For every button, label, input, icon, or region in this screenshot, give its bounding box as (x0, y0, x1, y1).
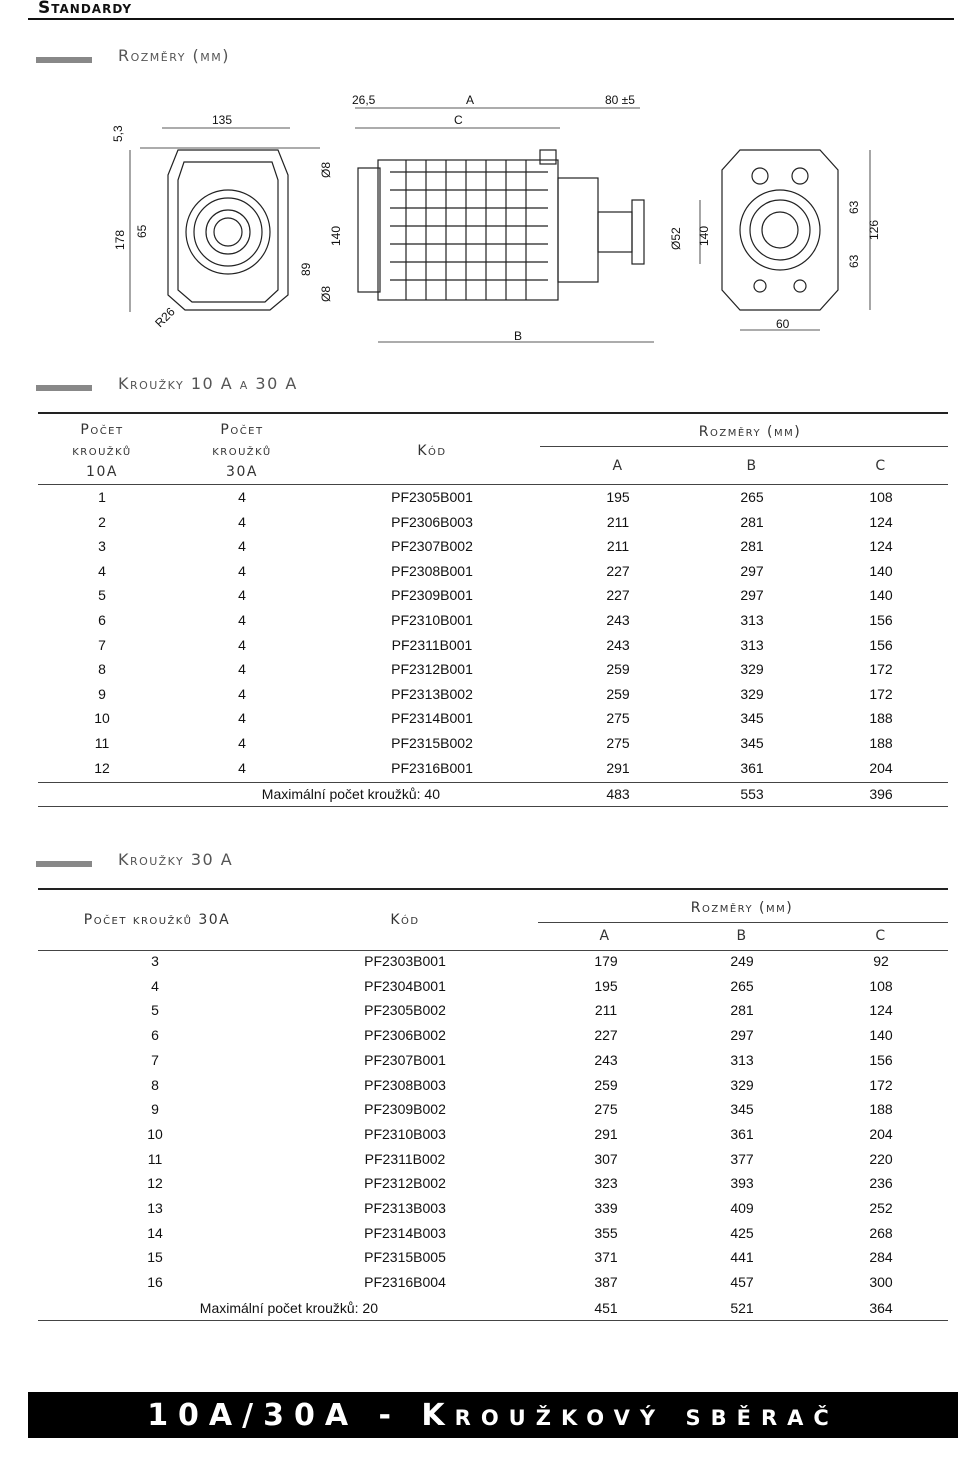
table2-cell-count30a: 16 (147, 1274, 163, 1291)
table1-col-b-header: B (746, 458, 758, 474)
table2-cell-c: 188 (869, 1101, 893, 1118)
table2-cell-c: 108 (869, 977, 893, 994)
table2-col-b-header: B (736, 928, 748, 944)
table1-cell-c: 188 (869, 735, 893, 751)
table1-cell-b: 313 (740, 636, 764, 653)
table1-cell-code: PF2310B001 (391, 612, 473, 628)
table2-cell-c: 140 (869, 1027, 893, 1044)
table1-cell-code: PF2308B001 (391, 562, 473, 579)
table1-cell-code: PF2316B001 (391, 759, 473, 776)
table2-cell-a: 259 (594, 1076, 618, 1093)
table2-col-c-header: C (875, 928, 887, 944)
table2-cell-code: PF2312B002 (364, 1175, 446, 1192)
table2-group-rule (538, 922, 948, 923)
table1-cell-count30a: 4 (238, 685, 246, 702)
table2-footer-a: 451 (594, 1300, 618, 1316)
table1-cell-code: PF2315B002 (391, 735, 473, 751)
table1-cell-b: 313 (740, 612, 764, 628)
table2-cell-c: 204 (869, 1125, 893, 1142)
table2-cell-a: 211 (594, 1002, 618, 1019)
table2-cell-count30a: 6 (151, 1027, 159, 1044)
section-marker (36, 57, 92, 63)
table1-cell-c: 156 (869, 612, 893, 628)
table1-cell-count30a: 4 (238, 538, 246, 555)
side-view-body (378, 160, 558, 300)
table1-cell-count10a: 2 (98, 513, 106, 530)
table2-cell-a: 387 (594, 1274, 618, 1291)
table2-cell-b: 441 (730, 1249, 754, 1266)
technical-drawing (100, 90, 900, 352)
table1-cell-code: PF2306B003 (391, 513, 473, 530)
table1-top-rule (38, 412, 948, 414)
table1-col1-header-line1: Počet (80, 422, 124, 438)
table1-cell-a: 291 (606, 759, 630, 776)
footer-band (28, 1392, 958, 1438)
table1-cell-count30a: 4 (238, 489, 246, 505)
table1-col-c-header: C (875, 458, 887, 474)
table2-cell-c: 172 (869, 1076, 893, 1093)
table2-cell-code: PF2308B003 (364, 1076, 446, 1093)
table2-cell-b: 345 (730, 1101, 754, 1118)
table1-col-a-header: A (612, 458, 624, 474)
table1-col2-header-line1: Počet (220, 422, 264, 438)
table2-cell-count30a: 10 (147, 1125, 163, 1142)
table1-cell-count30a: 4 (238, 735, 246, 751)
table2-col1-header: Počet kroužků 30A (83, 912, 231, 928)
table1-cell-a: 259 (606, 661, 630, 678)
top-rule (28, 18, 954, 20)
table2-cell-b: 393 (730, 1175, 754, 1192)
dim-label: 80 ±5 (605, 93, 635, 107)
dim-label: Ø8 (319, 285, 333, 302)
table2-cell-c: 92 (873, 953, 889, 969)
table2-cell-code: PF2309B002 (364, 1101, 446, 1118)
table2-cell-code: PF2303B001 (364, 953, 446, 969)
table2-cell-a: 307 (594, 1150, 618, 1167)
section-title-rings-10-30: Kroužky 10 A a 30 A (118, 374, 298, 393)
table2-header-rule (38, 950, 948, 951)
table2-cell-c: 268 (869, 1224, 893, 1241)
table2-cell-code: PF2314B003 (364, 1224, 446, 1241)
table2-cell-b: 249 (730, 953, 754, 969)
table2-cell-count30a: 13 (147, 1200, 163, 1216)
table1-cell-a: 275 (606, 710, 630, 727)
table1-bottom-rule (38, 806, 948, 807)
dim-label: C (454, 113, 463, 127)
table1-cell-b: 345 (740, 735, 764, 751)
table1-cell-count30a: 4 (238, 612, 246, 628)
table1-cell-count10a: 3 (98, 538, 106, 555)
table2-cell-c: 220 (869, 1150, 893, 1167)
dim-label: Ø52 (669, 227, 683, 250)
dim-label: B (514, 329, 523, 343)
table2-cell-code: PF2316B004 (364, 1274, 446, 1291)
table1-cell-a: 195 (606, 489, 630, 505)
table2-dimensions-header: Rozměry (mm) (690, 900, 794, 916)
table2-cell-code: PF2315B005 (364, 1249, 446, 1266)
table1-cell-a: 227 (606, 562, 630, 579)
table1-cell-code: PF2312B001 (391, 661, 473, 678)
table2-cell-code: PF2305B002 (364, 1002, 446, 1019)
table1-cell-count10a: 4 (98, 562, 106, 579)
table2-cell-a: 275 (594, 1101, 618, 1118)
table2-cell-b: 425 (730, 1224, 754, 1241)
rear-view-flange (740, 190, 820, 270)
dim-label: 63 (847, 254, 861, 268)
table1-cell-b: 345 (740, 710, 764, 727)
table2-bottom-rule (38, 1320, 948, 1321)
table2-cell-b: 281 (730, 1002, 754, 1019)
table1-cell-count10a: 10 (94, 710, 110, 727)
table1-cell-a: 243 (606, 636, 630, 653)
table2-top-rule (38, 888, 948, 890)
table1-cell-b: 329 (740, 661, 764, 678)
table2-cell-count30a: 4 (151, 977, 159, 994)
table1-col2-header-line2: kroužků (212, 443, 272, 459)
table1-col2-header-line3: 30A (226, 464, 258, 480)
front-view-flange (186, 190, 270, 274)
table2-cell-a: 179 (594, 953, 618, 969)
table2-cell-count30a: 7 (151, 1051, 159, 1068)
table1-cell-count10a: 6 (98, 612, 106, 628)
table1-footer-a: 483 (606, 786, 630, 802)
table1-code-header: Kód (417, 443, 447, 459)
table2-cell-count30a: 9 (151, 1101, 159, 1118)
table1-footer-label: Maximální počet kroužků: 40 (261, 786, 440, 802)
section-title-rings-30: Kroužky 30 A (118, 850, 234, 869)
section-marker (36, 385, 92, 391)
dim-label: 60 (776, 317, 790, 331)
table2-cell-b: 313 (730, 1051, 754, 1068)
dim-label: 178 (113, 229, 127, 250)
table1-cell-c: 108 (869, 489, 893, 505)
table1-cell-a: 211 (606, 513, 630, 530)
table1-col1-header-line3: 10A (86, 464, 118, 480)
table1-cell-b: 297 (740, 587, 764, 604)
table1-cell-a: 211 (606, 538, 630, 555)
table2-cell-a: 195 (594, 977, 618, 994)
dim-label: 126 (867, 219, 881, 240)
table1-cell-code: PF2311B001 (391, 636, 473, 653)
table2-cell-b: 297 (730, 1027, 754, 1044)
table2-cell-b: 361 (730, 1125, 754, 1142)
table1-cell-b: 265 (740, 489, 764, 505)
table1-cell-count10a: 9 (98, 685, 106, 702)
table2-cell-c: 284 (869, 1249, 893, 1266)
table2-footer-label: Maximální počet kroužků: 20 (199, 1300, 378, 1316)
section-marker (36, 861, 92, 867)
table1-cell-count10a: 1 (98, 489, 106, 505)
table1-cell-a: 275 (606, 735, 630, 751)
dim-label: 135 (212, 113, 233, 127)
table1-cell-b: 281 (740, 538, 764, 555)
table1-cell-code: PF2307B002 (391, 538, 473, 555)
table1-cell-code: PF2305B001 (391, 489, 473, 505)
table1-cell-code: PF2313B002 (391, 685, 473, 702)
table1-header-rule (38, 484, 948, 485)
table2-cell-c: 156 (869, 1051, 893, 1068)
table1-dimensions-header: Rozměry (mm) (698, 424, 802, 440)
table2-cell-b: 329 (730, 1076, 754, 1093)
table2-cell-count30a: 12 (147, 1175, 163, 1192)
dim-label: 5,3 (111, 125, 125, 142)
table2-cell-c: 236 (869, 1175, 893, 1192)
table2-cell-c: 252 (869, 1200, 893, 1216)
table1-group-rule (540, 446, 948, 447)
table1-cell-count30a: 4 (238, 759, 246, 776)
table2-footer-b: 521 (730, 1300, 754, 1316)
table1-cell-a: 227 (606, 587, 630, 604)
table2-cell-code: PF2313B003 (364, 1200, 446, 1216)
table1-cell-b: 297 (740, 562, 764, 579)
table1-cell-count30a: 4 (238, 661, 246, 678)
table2-cell-a: 339 (594, 1200, 618, 1216)
table2-cell-code: PF2306B002 (364, 1027, 446, 1044)
table2-cell-count30a: 5 (151, 1002, 159, 1019)
dim-label: 65 (135, 224, 149, 238)
table1-footer-b: 553 (740, 786, 764, 802)
dim-label: Ø8 (319, 161, 333, 178)
table1-cell-count30a: 4 (238, 710, 246, 727)
table1-cell-b: 329 (740, 685, 764, 702)
table1-cell-count10a: 12 (94, 759, 110, 776)
table2-cell-count30a: 3 (151, 953, 159, 969)
table1-cell-c: 156 (869, 636, 893, 653)
table2-footer-c: 364 (869, 1300, 893, 1316)
table1-cell-count10a: 8 (98, 661, 106, 678)
table2-cell-count30a: 15 (147, 1249, 163, 1266)
table1-cell-count30a: 4 (238, 513, 246, 530)
dim-label: 89 (299, 262, 313, 276)
table1-cell-count10a: 5 (98, 587, 106, 604)
table1-cell-c: 140 (869, 562, 893, 579)
table2-cell-b: 265 (730, 977, 754, 994)
table2-cell-a: 355 (594, 1224, 618, 1241)
table2-cell-count30a: 8 (151, 1076, 159, 1093)
table1-cell-c: 124 (869, 513, 893, 530)
dim-label: A (466, 93, 475, 107)
table1-cell-c: 204 (869, 759, 893, 776)
table1-cell-c: 124 (869, 538, 893, 555)
table1-cell-a: 243 (606, 612, 630, 628)
table1-cell-code: PF2314B001 (391, 710, 473, 727)
table1-cell-a: 259 (606, 685, 630, 702)
table2-cell-c: 300 (869, 1274, 893, 1291)
table1-col1-header-line2: kroužků (72, 443, 132, 459)
table2-code-header: Kód (390, 912, 420, 928)
table1-footer-rule (38, 782, 948, 783)
table1-cell-count30a: 4 (238, 636, 246, 653)
table2-cell-a: 243 (594, 1051, 618, 1068)
table1-cell-code: PF2309B001 (391, 587, 473, 604)
table2-cell-code: PF2304B001 (364, 977, 446, 994)
table2-cell-count30a: 14 (147, 1224, 163, 1241)
table2-cell-b: 377 (730, 1150, 754, 1167)
footer-title: 10A/30A - Kroužkový sběrač (147, 1398, 839, 1433)
table1-cell-c: 172 (869, 685, 893, 702)
table1-cell-count10a: 7 (98, 636, 106, 653)
table2-cell-a: 227 (594, 1027, 618, 1044)
table1-footer-c: 396 (869, 786, 893, 802)
drawing-svg (100, 90, 900, 352)
table1-cell-c: 140 (869, 587, 893, 604)
table1-cell-b: 361 (740, 759, 764, 776)
table1-cell-count10a: 11 (94, 735, 110, 751)
table2-cell-count30a: 11 (147, 1150, 163, 1167)
dim-label: 63 (847, 200, 861, 214)
table1-cell-count30a: 4 (238, 562, 246, 579)
table2-col-a-header: A (599, 928, 611, 944)
table2-cell-code: PF2310B003 (364, 1125, 446, 1142)
table2-cell-a: 323 (594, 1175, 618, 1192)
dim-label: 140 (329, 225, 343, 246)
table2-cell-a: 291 (594, 1125, 618, 1142)
page-title: Standardy (38, 0, 133, 18)
table1-cell-b: 281 (740, 513, 764, 530)
table1-cell-c: 188 (869, 710, 893, 727)
dim-label: 26,5 (352, 93, 376, 107)
table2-cell-a: 371 (594, 1249, 618, 1266)
table2-cell-c: 124 (869, 1002, 893, 1019)
table1-cell-count30a: 4 (238, 587, 246, 604)
table2-cell-code: PF2307B001 (364, 1051, 446, 1068)
table1-cell-c: 172 (869, 661, 893, 678)
dim-label: R26 (152, 304, 178, 331)
dim-label: 140 (697, 225, 711, 246)
section-title-dimensions: Rozměry (mm) (118, 46, 230, 65)
table2-cell-b: 457 (730, 1274, 754, 1291)
table2-cell-b: 409 (730, 1200, 754, 1216)
table2-cell-code: PF2311B002 (364, 1150, 446, 1167)
